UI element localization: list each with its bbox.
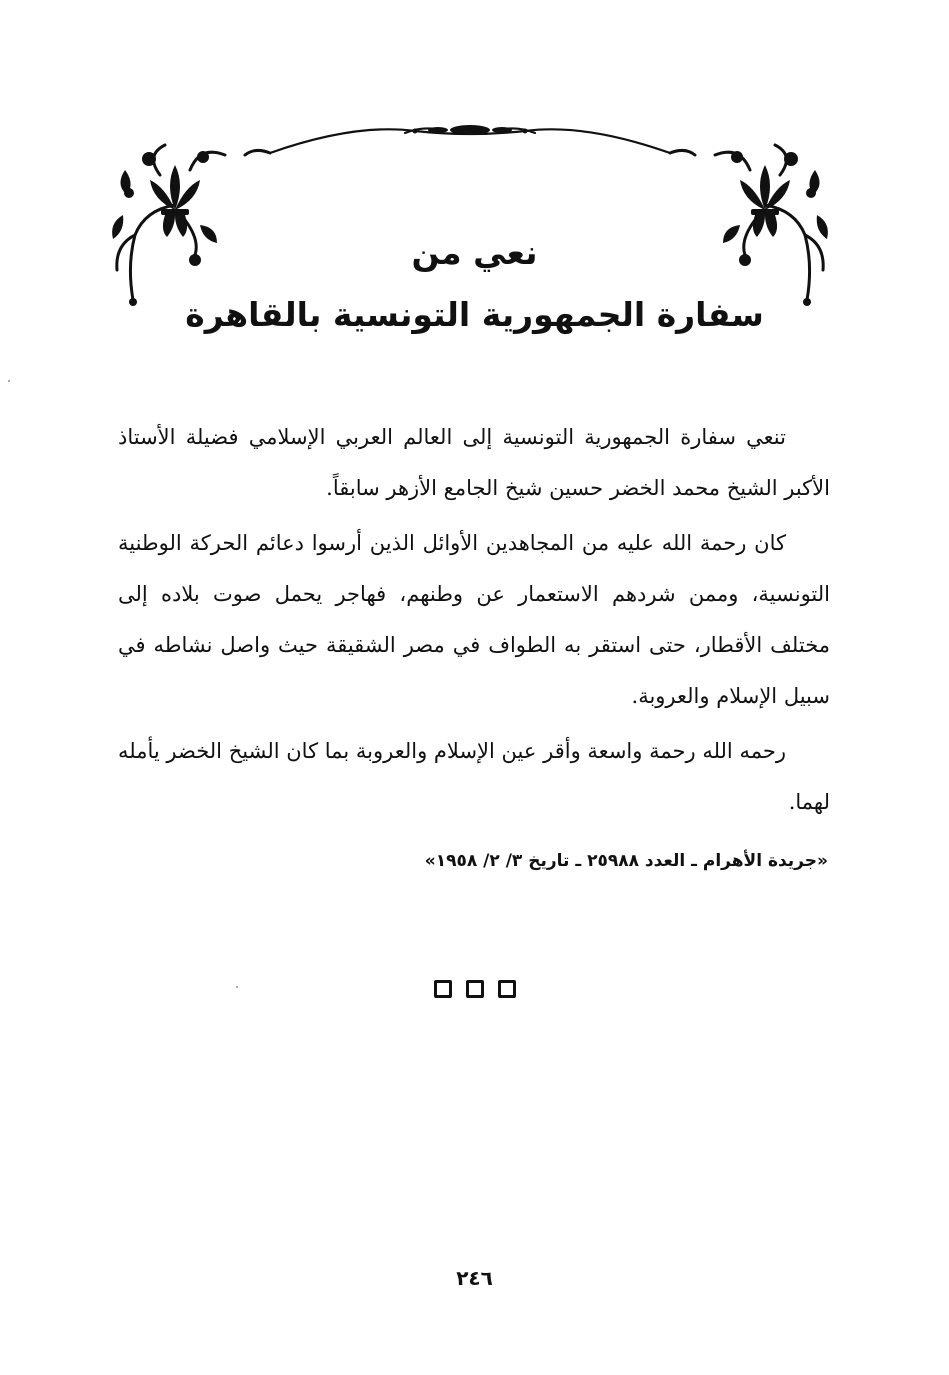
scan-speck [8, 380, 10, 382]
source-citation: «جريدة الأهرام ـ العدد ٢٥٩٨٨ ـ تاريخ ٣/ ٢/ ١٩٥٨» [424, 851, 828, 871]
section-end-marks [0, 980, 949, 998]
paragraph-3: رحمه الله رحمة واسعة وأقر عين الإسلام والعروبة بما كان الشيخ الخضر يأمله لهما. [118, 739, 830, 814]
end-mark-square-icon [434, 980, 452, 998]
obituary-body [118, 412, 830, 832]
page-number: ٢٤٦ [456, 1266, 493, 1290]
paragraph-1: تنعي سفارة الجمهورية التونسية إلى العالم العربي الإسلامي فضيلة الأستاذ الأكبر الشيخ محمد الخضر حسين شيخ الجامع الأزهر سابقاً. [118, 425, 830, 500]
end-mark-square-icon [466, 980, 484, 998]
scan-speck [236, 986, 238, 988]
title-line-2: سفارة الجمهورية التونسية بالقاهرة [185, 295, 764, 334]
paragraph-2: كان رحمة الله عليه من المجاهدين الأوائل الذين أرسوا دعائم الحركة الوطنية التونسية، وممن شردهم الاستعمار عن وطنهم، فهاجر يحمل صوت بلاده إلى مختلف الأقطار، حتى استقر به الطواف في مصر الشقيقة حيث واصل نشاطه في سبيل الإسلام والعروبة. [118, 531, 830, 708]
title-line-1: نعي من [411, 233, 538, 272]
page-title [0, 228, 949, 340]
end-mark-square-icon [498, 980, 516, 998]
